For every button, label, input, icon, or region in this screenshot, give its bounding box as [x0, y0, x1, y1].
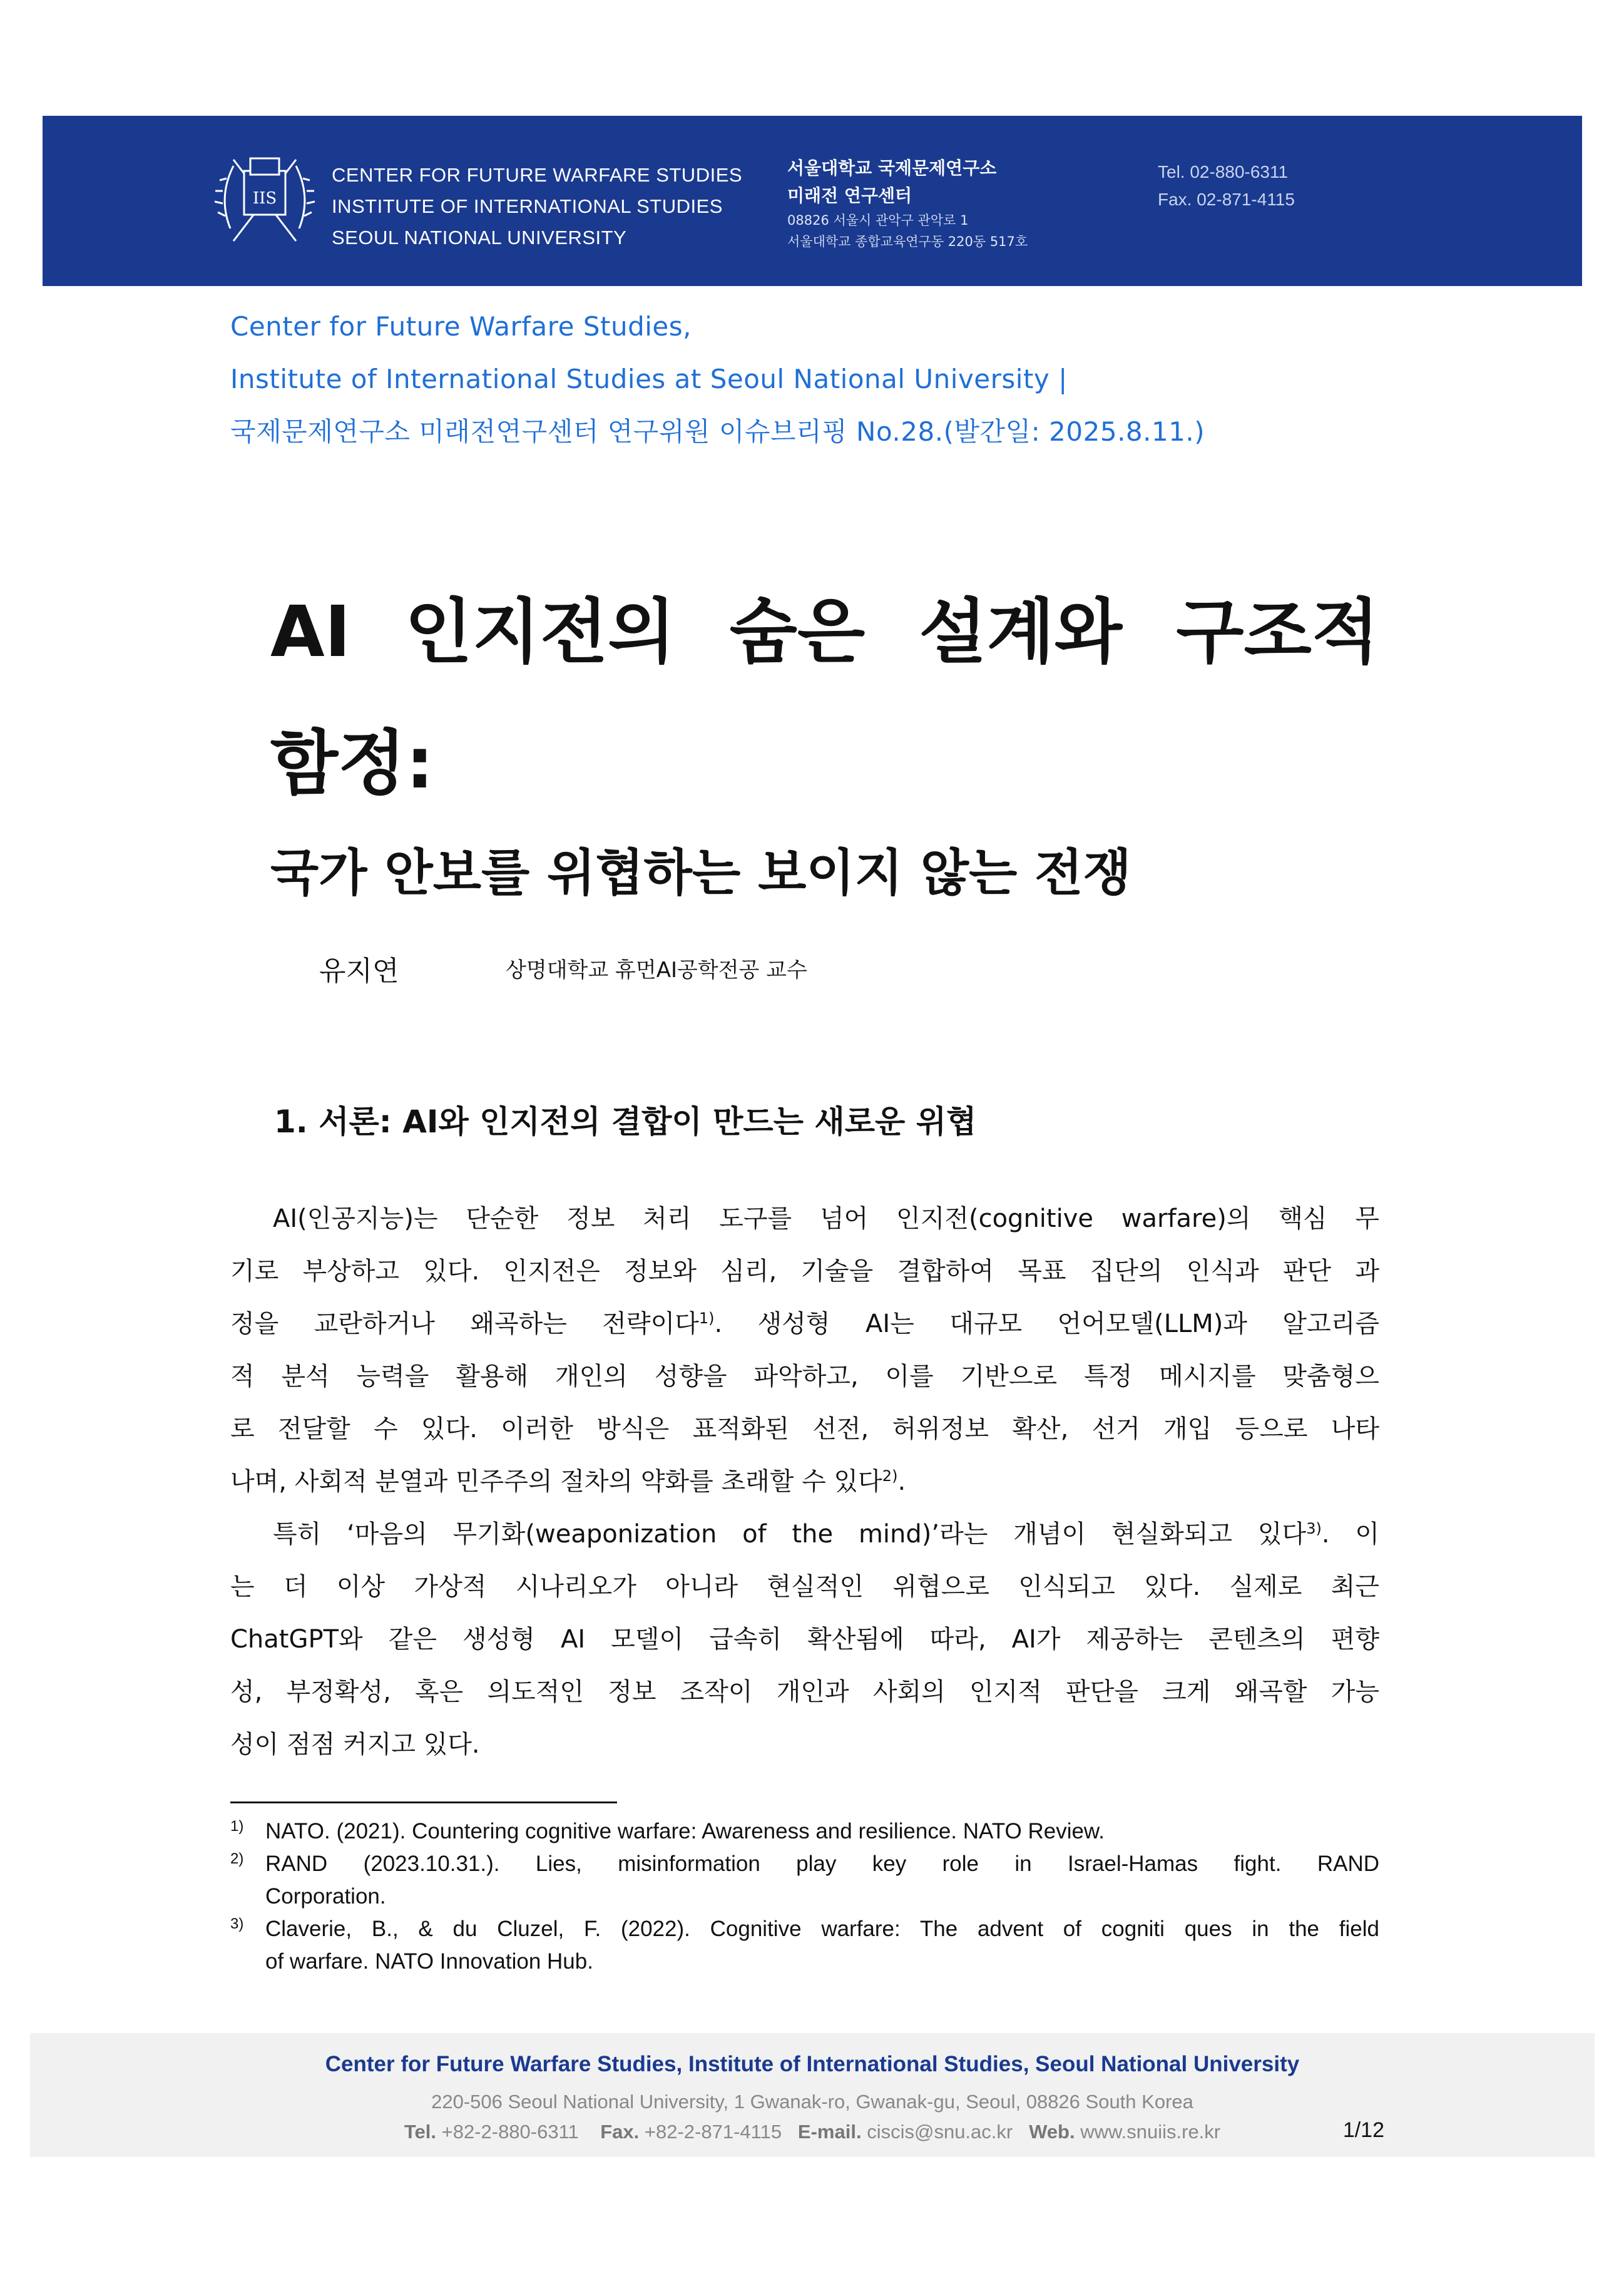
- footer-tel-label: Tel.: [404, 2121, 436, 2143]
- document-title-line-1: AI 인지전의 숨은 설계와 구조적: [270, 592, 1379, 673]
- paragraph-line: 적 분석 능력을 활용해 개인의 성향을 파악하고, 이를 기반으로 특정 메시지를 맞춤형으: [230, 1362, 1379, 1391]
- paragraph-line: ChatGPT와 같은 생성형 AI 모델이 급속히 확산됨에 따라, AI가 제공하는 콘텐츠의 편향: [230, 1625, 1379, 1654]
- header-fax: Fax. 02-871-4115: [1158, 190, 1295, 209]
- publication-line-1: Center for Future Warfare Studies,: [230, 311, 692, 342]
- footnote-ref[interactable]: 3): [1306, 1520, 1322, 1537]
- publication-line-3: 국제문제연구소 미래전연구센터 연구위원 이슈브리핑 No.28.(발간일: 2025.8.11.): [230, 416, 1205, 447]
- text-segment: . 생성형 AI는 대규모 언어모델(LLM)과 알고리즘: [714, 1309, 1379, 1338]
- author-name: 유지연: [319, 955, 399, 987]
- text-segment: .: [897, 1467, 906, 1496]
- text-segment: . 이: [1321, 1520, 1379, 1549]
- paragraph-line: [230, 1455, 1379, 1508]
- author-affiliation: 상명대학교 휴먼AI공학전공 교수: [506, 958, 807, 983]
- paragraph-line: 성이 점점 커지고 있다.: [230, 1730, 480, 1759]
- footer-fax-label: Fax.: [600, 2121, 640, 2143]
- body-text: [230, 1192, 1379, 1771]
- footnote-text: NATO. (2021). Countering cognitive warfare: Awareness and resilience. NATO Review.: [265, 1819, 1105, 1843]
- contact-block: [1158, 158, 1295, 213]
- footnote-3: [230, 1913, 1379, 1978]
- paragraph-line: 기로 부상하고 있다. 인지전은 정보와 심리, 기술을 결합하여 목표 집단의 인식과 판단 과: [230, 1257, 1379, 1286]
- footnote-number: 2): [230, 1850, 244, 1867]
- footer-email-link[interactable]: ciscis@snu.ac.kr: [867, 2121, 1013, 2143]
- en-line: INSTITUTE OF INTERNATIONAL STUDIES: [332, 195, 723, 217]
- footnote-2: [230, 1848, 1379, 1913]
- footnote-text: Claverie, B., & du Cluzel, F. (2022). Cognitive warfare: The advent of cogniti ques in the field: [265, 1917, 1379, 1941]
- footer-web-label: Web.: [1029, 2121, 1075, 2143]
- paragraph-line: 는 더 이상 가상적 시나리오가 아니라 현실적인 위협으로 인식되고 있다. 실제로 최근: [230, 1572, 1379, 1601]
- kr-address-1: 08826 서울시 관악구 관악로 1: [787, 213, 969, 228]
- footnote-ref[interactable]: 1): [698, 1309, 715, 1327]
- kr-title-2: 미래전 연구센터: [787, 185, 912, 206]
- footer-email-label: E-mail.: [797, 2121, 862, 2143]
- footer-org: Center for Future Warfare Studies, Institute of International Studies, Seoul National University: [325, 2052, 1300, 2076]
- kr-address-2: 서울대학교 종합교육연구동 220동 517호: [787, 234, 1028, 249]
- text-segment: 정을 교란하거나 왜곡하는 전략이다: [230, 1309, 699, 1338]
- footer-address: 220-506 Seoul National University, 1 Gwanak-ro, Gwanak-gu, Seoul, 08826 South Korea: [431, 2091, 1193, 2113]
- kr-title-1: 서울대학교 국제문제연구소: [787, 158, 997, 178]
- institute-name-kr: [787, 155, 1028, 252]
- publication-line-2: Institute of International Studies at Seoul National University |: [230, 364, 1068, 394]
- footer-tel: +82-2-880-6311: [441, 2121, 579, 2143]
- section-heading: 1. 서론: AI와 인지전의 결합이 만드는 새로운 위협: [274, 1104, 977, 1140]
- header-tel: Tel. 02-880-6311: [1158, 162, 1289, 182]
- paragraph-line: AI(인공지능)는 단순한 정보 처리 도구를 넘어 인지전(cognitive warfare)의 핵심 무: [273, 1204, 1379, 1233]
- footnotes: [230, 1815, 1379, 1978]
- footnote-number: 1): [230, 1818, 244, 1835]
- footnote-text: Corporation.: [265, 1884, 386, 1909]
- paragraph-line: [230, 1298, 1379, 1350]
- footer-fax: +82-2-871-4115: [644, 2121, 782, 2143]
- paragraph-line: 성, 부정확성, 혹은 의도적인 정보 조작이 개인과 사회의 인지적 판단을 크게 왜곡할 가능: [230, 1678, 1379, 1706]
- document-title-line-2: 함정:: [270, 723, 434, 804]
- text-segment: 나며, 사회적 분열과 민주주의 절차의 약화를 초래할 수 있다: [230, 1467, 882, 1496]
- institute-name-en: [332, 160, 742, 254]
- paragraph-line: [230, 1508, 1379, 1561]
- footnote-ref[interactable]: 2): [882, 1467, 898, 1485]
- page-number: 1/12: [1342, 2118, 1384, 2142]
- publication-info: [230, 300, 1205, 458]
- footnote-text: of warfare. NATO Innovation Hub.: [265, 1949, 593, 1974]
- en-line: SEOUL NATIONAL UNIVERSITY: [332, 227, 627, 249]
- footer-web-link[interactable]: www.snuiis.re.kr: [1080, 2121, 1221, 2143]
- footnote-number: 3): [230, 1915, 244, 1932]
- header-banner: [43, 116, 1582, 286]
- en-line: CENTER FOR FUTURE WARFARE STUDIES: [332, 164, 743, 186]
- document-subtitle: 국가 안보를 위협하는 보이지 않는 전쟁: [270, 844, 1131, 902]
- footnote-divider: [230, 1801, 617, 1803]
- footnote-1: [230, 1815, 1379, 1848]
- paragraph-line: 로 전달할 수 있다. 이러한 방식은 표적화된 선전, 허위정보 확산, 선거 개입 등으로 나타: [230, 1415, 1379, 1443]
- page-footer: [30, 2033, 1595, 2157]
- text-segment: 특히 ‘마음의 무기화(weaponization of the mind)’라는 개념이 현실화되고 있다: [273, 1520, 1307, 1549]
- svg-text:IIS: IIS: [252, 189, 277, 208]
- footnote-text: RAND (2023.10.31.). Lies, misinformation play key role in Israel-Hamas fight. RAND: [265, 1852, 1379, 1876]
- institute-logo-icon: [212, 147, 318, 247]
